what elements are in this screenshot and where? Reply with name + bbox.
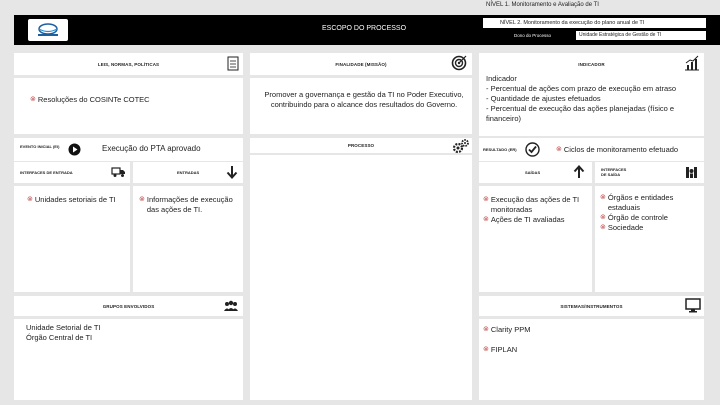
purpose-panel xyxy=(250,78,472,134)
check-icon xyxy=(523,140,541,158)
bullet-icon: ⊗ xyxy=(600,194,606,201)
start-event-label: EVENTO INICIAL (EI) xyxy=(20,144,60,149)
systems-header-label: SISTEMAS/INSTRUMENTOS xyxy=(560,303,623,309)
owner-value: Unidade Estratégica de Gestão de TI xyxy=(576,31,706,40)
output-interfaces-header-label: INTERFACES DE SAÍDA xyxy=(601,167,627,177)
stakeholders-line: Unidade Setorial de TI xyxy=(26,323,101,332)
stakeholders-header-label: GRUPOS ENVOLVIDOS xyxy=(102,303,155,309)
people-icon xyxy=(684,165,699,180)
stakeholders-header xyxy=(14,296,243,316)
level2-box: NÍVEL 2. Monitoramento da execução do plano anual de TI xyxy=(483,18,706,28)
level1-title: NÍVEL 1. Monitoramento e Avaliação de TI xyxy=(486,2,599,8)
group-icon xyxy=(222,298,240,313)
logo xyxy=(28,19,68,41)
inputs-panel xyxy=(133,186,243,292)
outputs-panel xyxy=(479,186,592,292)
indicator-panel xyxy=(479,72,704,136)
systems-item: Clarity PPM xyxy=(490,325,531,334)
systems-item: FIPLAN xyxy=(490,345,518,354)
systems-header xyxy=(479,296,704,316)
stakeholders-panel xyxy=(14,319,243,400)
output-interfaces-panel xyxy=(595,186,704,292)
input-interfaces-item: Unidades setoriais de TI xyxy=(34,195,116,204)
result-panel xyxy=(479,138,704,161)
outputs-item: Execução das ações de TI monitoradas xyxy=(490,195,580,214)
indicator-header-label: INDICADOR xyxy=(578,61,605,67)
outputs-item: Ações de TI avaliadas xyxy=(490,215,565,224)
gears-icon xyxy=(451,138,471,154)
stakeholders-line: Órgão Central de TI xyxy=(26,333,93,342)
bullet-icon: ⊗ xyxy=(600,224,606,231)
document-icon xyxy=(226,55,240,72)
inputs-header xyxy=(133,162,243,183)
bullet-icon: ⊗ xyxy=(483,216,489,223)
play-icon xyxy=(67,142,82,157)
target-icon xyxy=(450,54,468,72)
bullet-icon: ⊗ xyxy=(600,214,606,221)
indicator-line: - Quantidade de ajustes efetuados xyxy=(486,94,601,103)
laws-panel xyxy=(14,78,243,134)
indicator-line: - Percentual de execução das ações planejadas (físico e financeiro) xyxy=(486,104,675,123)
page-title: ESCOPO DO PROCESSO xyxy=(322,25,407,32)
bullet-icon: ⊗ xyxy=(483,326,489,333)
arrow-up-icon xyxy=(572,164,586,180)
result-text: Ciclos de monitoramento efetuado xyxy=(563,145,679,154)
indicator-line: Indicador xyxy=(486,74,517,83)
arrow-down-icon xyxy=(225,164,239,180)
start-event-panel xyxy=(14,138,243,161)
bullet-icon: ⊗ xyxy=(483,196,489,203)
laws-header xyxy=(14,53,243,75)
output-interfaces-item: Órgão de controle xyxy=(607,213,668,222)
outputs-header xyxy=(479,162,592,183)
laws-item: Resoluções do COSINTe COTEC xyxy=(37,95,150,104)
indicator-line: - Percentual de ações com prazo de execução em atraso xyxy=(486,84,677,93)
bullet-icon: ⊗ xyxy=(27,196,33,203)
input-interfaces-header-label: INTERFACES DE ENTRADA xyxy=(20,170,73,175)
monitor-icon xyxy=(684,297,702,314)
bullet-icon: ⊗ xyxy=(483,346,489,353)
start-event-text: Execução do PTA aprovado xyxy=(102,144,201,153)
owner-label: Dono do Processo xyxy=(514,33,552,38)
process-panel xyxy=(250,155,472,400)
process-header xyxy=(250,138,472,153)
bullet-icon: ⊗ xyxy=(30,96,36,103)
bullet-icon: ⊗ xyxy=(556,146,562,153)
outputs-header-label: SAÍDAS xyxy=(525,170,541,175)
result-label: RESULTADO (ER) xyxy=(483,147,517,152)
bar-chart-icon xyxy=(683,54,701,72)
output-interfaces-item: Órgãos e entidades estaduais xyxy=(607,193,674,212)
inputs-header-label: ENTRADAS xyxy=(177,170,200,175)
output-interfaces-item: Sociedade xyxy=(607,223,644,232)
systems-panel xyxy=(479,319,704,400)
purpose-header xyxy=(250,53,472,75)
header-bar xyxy=(14,15,720,45)
input-interfaces-panel xyxy=(14,186,130,292)
truck-icon xyxy=(110,165,126,179)
laws-header-label: LEIS, NORMAS, POLÍTICAS xyxy=(97,61,160,67)
output-interfaces-header xyxy=(595,162,704,183)
process-header-label: PROCESSO xyxy=(347,143,375,148)
input-interfaces-header xyxy=(14,162,130,183)
purpose-text: Promover a governança e gestão da TI no Poder Executivo, contribuindo para o alcance dos resultados do Governo. xyxy=(264,90,464,109)
bullet-icon: ⊗ xyxy=(139,196,145,203)
inputs-item: Informações de execução das ações de TI. xyxy=(146,195,233,214)
purpose-header-label: FINALIDADE (MISSÃO) xyxy=(335,61,387,67)
